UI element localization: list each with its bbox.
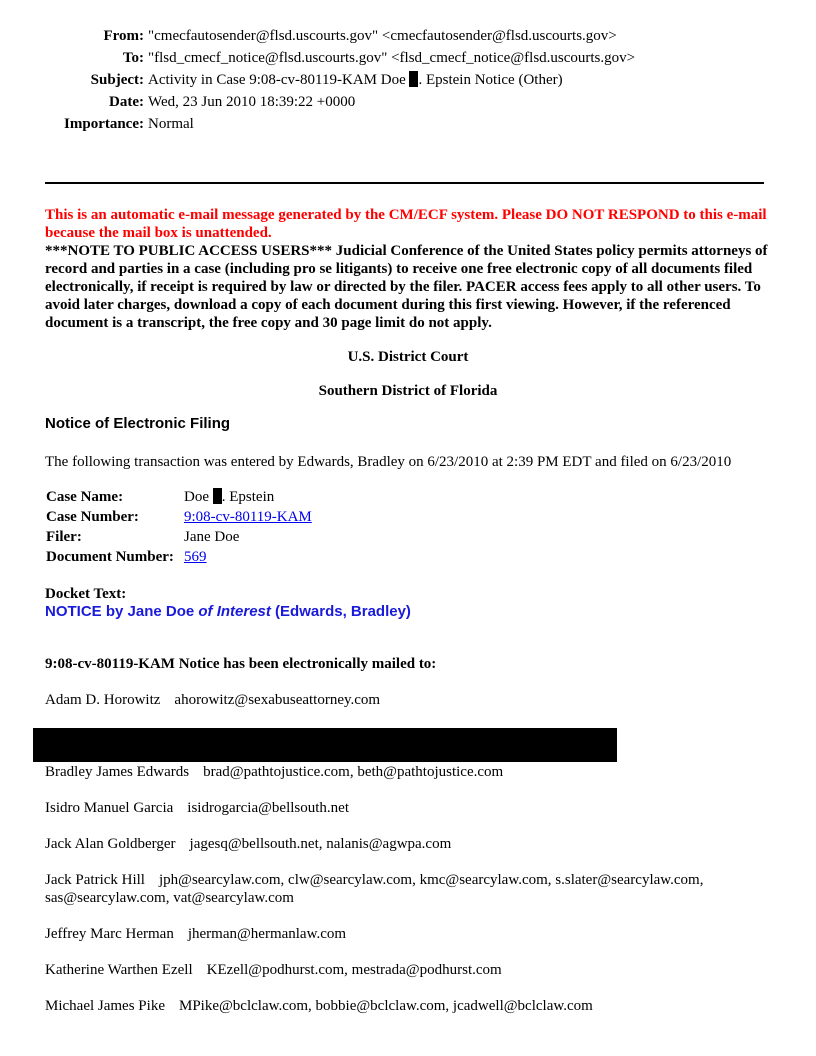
court-name: U.S. District Court: [347, 349, 469, 365]
recipient-emails: MPike@bclclaw.com, bobbie@bclclaw.com, jcadwell@bclclaw.com: [178, 998, 593, 1014]
district-name: Southern District of Florida: [318, 383, 498, 399]
header-divider: [45, 182, 764, 184]
recipient-emails: brad@pathtojustice.com, beth@pathtojustice.com: [203, 764, 504, 780]
recipient-name: Adam D. Horowitz: [45, 692, 161, 708]
header-to-row: [0, 49, 635, 67]
docket-text-italic: of Interest: [198, 603, 271, 620]
header-subject-row: [0, 71, 563, 89]
docket-text-label: Docket Text:: [45, 586, 127, 602]
from-value: "cmecfautosender@flsd.uscourts.gov" <cmecfautosender@flsd.uscourts.gov>: [148, 28, 617, 44]
subject-label: Subject:: [90, 72, 144, 88]
recipient-emails: ahorowitz@sexabuseattorney.com: [174, 692, 381, 708]
case-info-table: [45, 487, 312, 567]
filer-label: Filer:: [46, 529, 82, 545]
document-number-link[interactable]: 569: [184, 549, 207, 565]
filer-value: Jane Doe: [184, 529, 240, 545]
importance-value: Normal: [148, 116, 194, 132]
recipient-name: Bradley James Edwards: [45, 764, 190, 780]
auto-message-warning: This is an automatic e-mail message generated by the CM/ECF system. Please DO NOT RESPOND to this e-mail because the mail box is unattended.: [45, 207, 767, 241]
from-label: From:: [103, 28, 144, 44]
transaction-text: The following transaction was entered by Edwards, Bradley on 6/23/2010 at 2:39 PM EDT and filed on 6/23/2010: [45, 454, 732, 470]
recipient-emails: jagesq@bellsouth.net, nalanis@agwpa.com: [189, 836, 452, 852]
subject-text-start: Activity in Case 9:08-cv-80119-KAM Doe: [148, 72, 406, 88]
document-number-label: Document Number:: [46, 549, 174, 565]
case-name-row: [45, 487, 312, 507]
subject-value: [148, 71, 563, 89]
case-number-row: [45, 507, 312, 527]
case-number-link[interactable]: 9:08-cv-80119-KAM: [184, 509, 312, 525]
nef-heading: Notice of Electronic Filing: [45, 415, 231, 432]
to-value: "flsd_cmecf_notice@flsd.uscourts.gov" <flsd_cmecf_notice@flsd.uscourts.gov>: [148, 50, 636, 66]
recipient-emails: KEzell@podhurst.com, mestrada@podhurst.com: [206, 962, 502, 978]
recipient-name: Jeffrey Marc Herman: [45, 926, 174, 942]
case-name-value: [184, 487, 312, 507]
redaction-bar: [33, 728, 617, 762]
header-from-row: [0, 27, 617, 45]
recipient-item: [45, 871, 770, 907]
document-number-row: [45, 547, 312, 567]
recipient-item: [45, 925, 770, 943]
recipient-name: Katherine Warthen Ezell: [45, 962, 193, 978]
recipient-item: [45, 799, 770, 817]
header-importance-row: [0, 115, 194, 133]
public-access-note: ***NOTE TO PUBLIC ACCESS USERS*** Judicial Conference of the United States policy permits attorneys of record and parties in a case (including pro se litigants) to receive one free electronic copy of all documents filed electronically, if receipt is required by law or directed by the filer. PACER access fees apply to all other users. To avoid later charges, download a copy of each document during this first viewing. However, if the referenced document is a transcript, the free copy and 30 page limit do not apply.: [45, 243, 768, 331]
header-date-row: [0, 93, 355, 111]
docket-text: [45, 603, 411, 620]
docket-text-end: (Edwards, Bradley): [270, 603, 411, 620]
recipient-name: Jack Alan Goldberger: [45, 836, 176, 852]
filer-row: [45, 527, 312, 547]
recipient-item: [45, 691, 770, 709]
case-name-end: . Epstein: [221, 489, 275, 505]
recipient-name: Isidro Manuel Garcia: [45, 800, 174, 816]
case-number-label: Case Number:: [46, 509, 139, 525]
mailed-to-heading: 9:08-cv-80119-KAM Notice has been electronically mailed to:: [45, 656, 437, 672]
redaction-mark: [213, 488, 222, 504]
recipient-item: [45, 961, 770, 979]
to-label: To:: [122, 50, 144, 66]
recipient-item: [45, 835, 770, 853]
case-name-label: Case Name:: [46, 489, 124, 505]
docket-text-start: NOTICE by Jane Doe: [45, 603, 199, 620]
date-label: Date:: [109, 94, 144, 110]
importance-label: Importance:: [64, 116, 144, 132]
subject-text-end: . Epstein Notice (Other): [418, 72, 563, 88]
recipient-name: Jack Patrick Hill: [45, 872, 145, 888]
recipient-emails: isidrogarcia@bellsouth.net: [187, 800, 349, 816]
recipient-emails: jph@searcylaw.com, clw@searcylaw.com, kmc@searcylaw.com, s.slater@searcylaw.com, sas@searcylaw.com, vat@searcylaw.com: [45, 872, 704, 906]
recipient-item: [45, 763, 770, 781]
case-name-start: Doe: [184, 489, 209, 505]
recipient-emails: jherman@hermanlaw.com: [187, 926, 347, 942]
date-value: Wed, 23 Jun 2010 18:39:22 +0000: [148, 94, 356, 110]
recipient-name: Michael James Pike: [45, 998, 165, 1014]
recipient-item: [45, 997, 770, 1015]
